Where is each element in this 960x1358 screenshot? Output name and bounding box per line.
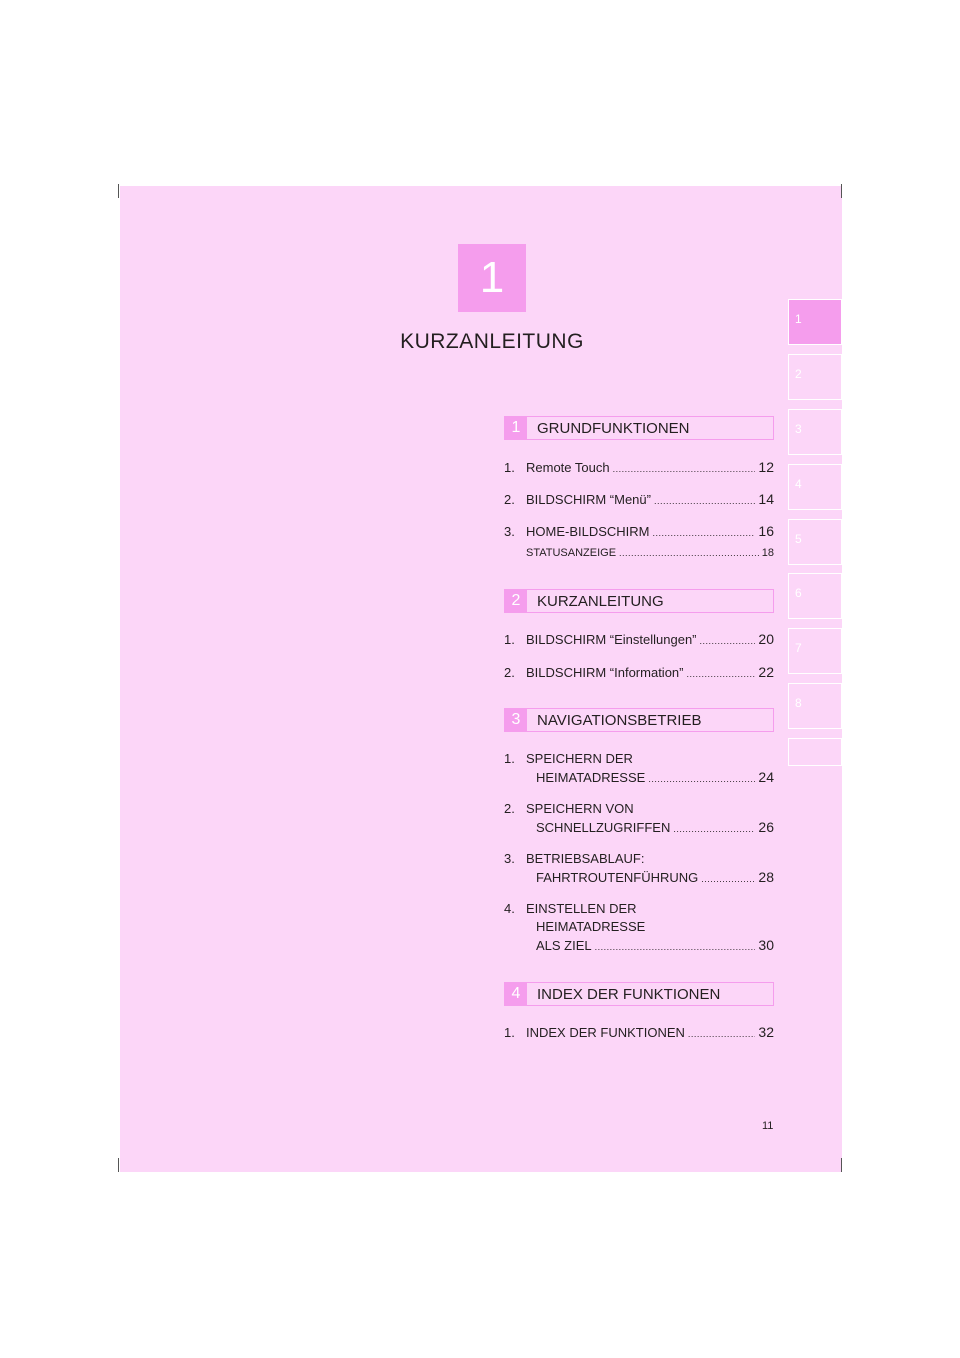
chapter-title: KURZANLEITUNG (400, 330, 584, 353)
toc-entry[interactable]: 2. SPEICHERN VON SCHNELLZUGRIFFEN ..... 26 (504, 800, 774, 838)
toc-entry[interactable]: 1. Remote Touch ..... 12 (504, 458, 774, 478)
toc-entry[interactable]: 1. INDEX DER FUNKTIONEN ..... 32 (504, 1023, 774, 1043)
crop-mark (841, 1158, 842, 1172)
section-header-1 (504, 416, 774, 440)
toc-entry[interactable]: 2. BILDSCHIRM “Information” ..... 22 (504, 663, 774, 683)
section-title: INDEX DER FUNKTIONEN (537, 985, 721, 1003)
section-title: GRUNDFUNKTIONEN (537, 419, 690, 437)
chapter-number-box: 1 (458, 244, 526, 312)
toc-entry[interactable]: 4. EINSTELLEN DER HEIMATADRESSE ALS ZIEL ..... 30 (504, 900, 774, 956)
side-tab-6[interactable]: 6 (788, 573, 842, 619)
side-tab-5[interactable]: 5 (788, 519, 842, 565)
side-tab-2[interactable]: 2 (788, 354, 842, 400)
section-number: 3 (505, 709, 527, 731)
toc-entry[interactable]: 1. BILDSCHIRM “Einstellungen” ..... 20 (504, 630, 774, 650)
toc-sub-entry[interactable]: STATUSANZEIGE ..... 18 (526, 544, 774, 562)
side-tab-7[interactable]: 7 (788, 628, 842, 674)
side-tab-4[interactable]: 4 (788, 464, 842, 510)
crop-mark (118, 1158, 119, 1172)
section-title: KURZANLEITUNG (537, 592, 664, 610)
toc-entry[interactable]: 3. BETRIEBSABLAUF: FAHRTROUTENFÜHRUNG ..... 28 (504, 850, 774, 888)
toc-entry[interactable]: 3. HOME-BILDSCHIRM ..... 16 (504, 522, 774, 542)
section-number: 2 (505, 590, 527, 612)
side-tab-9[interactable] (788, 738, 842, 766)
section-header-2 (504, 589, 774, 613)
page-number: 11 (762, 1120, 774, 1132)
crop-mark (841, 184, 842, 198)
toc-entry[interactable]: 2. BILDSCHIRM “Menü” ..... 14 (504, 490, 774, 510)
toc-entry[interactable]: 1. SPEICHERN DER HEIMATADRESSE ..... 24 (504, 750, 774, 788)
side-tab-8[interactable]: 8 (788, 683, 842, 729)
side-tab-1[interactable]: 1 (788, 299, 842, 345)
section-header-4 (504, 982, 774, 1006)
section-title: NAVIGATIONSBETRIEB (537, 711, 702, 729)
section-header-3 (504, 708, 774, 732)
crop-mark (118, 184, 119, 198)
side-tab-3[interactable]: 3 (788, 409, 842, 455)
section-number: 1 (505, 417, 527, 439)
section-number: 4 (505, 983, 527, 1005)
